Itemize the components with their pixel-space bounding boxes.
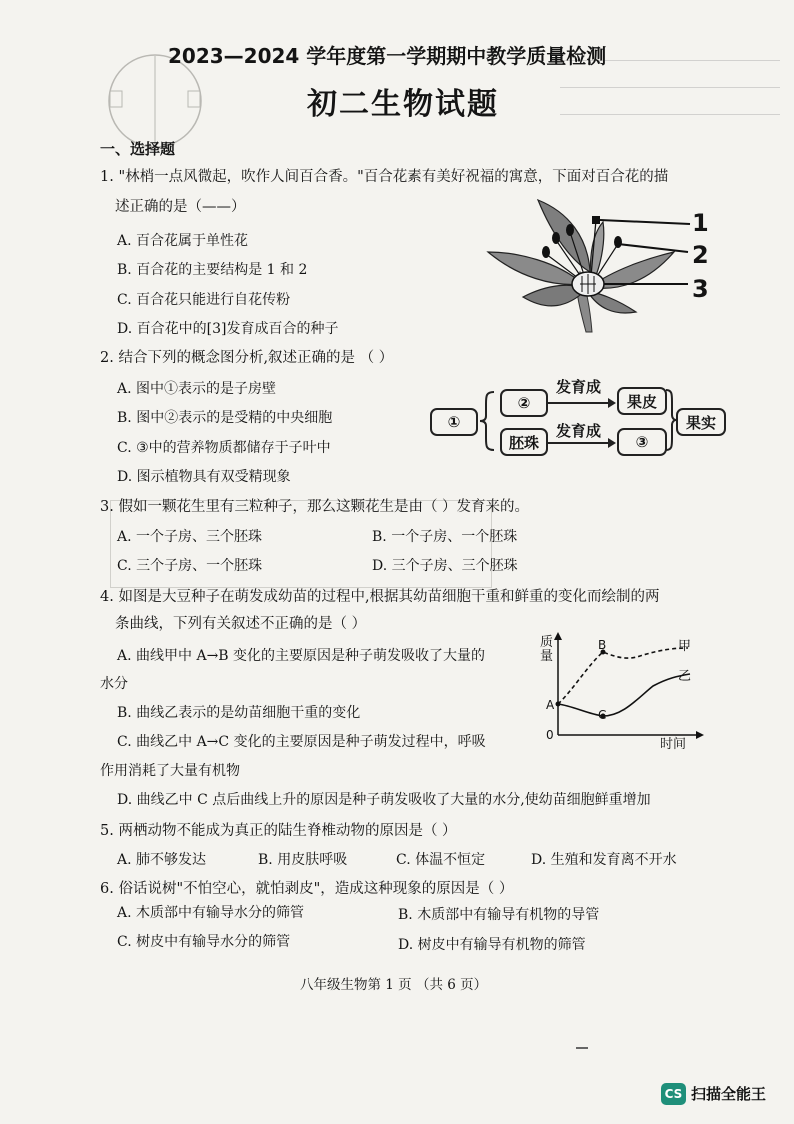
develop-label-2: 发育成 [556,422,602,440]
concept-box-peel: 果皮 [617,387,667,415]
q5-option-b: B. 用皮肤呼吸 [258,852,348,868]
chart-ylabel-1: 质 [540,635,554,650]
flower-label-1: 1 [692,209,709,237]
concept-box-embryo: 胚珠 [500,428,548,456]
q4-option-b: B. 曲线乙表示的是幼苗细胞干重的变化 [117,705,361,721]
q1-option-b: B. 百合花的主要结构是 1 和 2 [117,262,308,278]
q5-option-c: C. 体温不恒定 [396,852,486,868]
chart-series-yi: 乙 [678,669,692,684]
page-footer: 八年级生物第 1 页 （共 6 页） [300,977,488,993]
develop-label-1: 发育成 [556,378,602,396]
develop-arrow-2 [546,434,616,446]
concept-box-3: ③ [617,428,667,456]
q2-stem: 2. 结合下列的概念图分析,叙述正确的是 （ ） [100,350,394,366]
scan-mark [576,1047,588,1049]
curve-jia [558,648,688,704]
q6-option-b: B. 木质部中有输导有机物的导管 [398,907,600,923]
q4-option-c-line1: C. 曲线乙中 A→C 变化的主要原因是种子萌发过程中，呼吸 [117,734,486,750]
q1-option-a: A. 百合花属于单性花 [117,233,249,249]
flower-label-3: 3 [692,275,709,303]
q1-option-c: C. 百合花只能进行自花传粉 [117,292,291,308]
q4-stem-line2: 条曲线，下列有关叙述不正确的是（ ） [115,616,367,632]
concept-box-fruit: 果实 [676,408,726,436]
q5-option-d: D. 生殖和发育离不开水 [531,852,677,868]
chart-point-a: A [546,698,555,712]
q6-option-a: A. 木质部中有输导水分的筛管 [117,905,305,921]
lily-flower-figure [478,192,728,340]
chart-point-c: C [598,708,607,722]
q6-option-d: D. 树皮中有输导有机物的筛管 [398,937,586,953]
q1-stem-line1: 1. "林梢一点风微起，吹作人间百合香。"百合花素有美好祝福的寓意，下面对百合花的描 [100,169,669,185]
q2-option-d: D. 图示植物具有双受精现象 [117,469,291,485]
develop-arrow-1 [546,394,616,406]
q4-option-a-line1: A. 曲线甲中 A→B 变化的主要原因是种子萌发吸收了大量的 [117,648,486,664]
chart-xlabel: 时间 [660,737,687,752]
q5-option-a: A. 肺不够发达 [117,852,207,868]
chart-point-b: B [598,638,607,652]
q4-stem-line1: 4. 如图是大豆种子在萌发成幼苗的过程中,根据其幼苗细胞干重和鲜重的变化而绘制的两 [100,589,660,605]
q5-stem: 5. 两栖动物不能成为真正的陆生脊椎动物的原因是（ ） [100,823,457,839]
q2-option-a: A. 图中①表示的是子房壁 [117,381,277,397]
cs-watermark-text: 扫描全能王 [691,1085,767,1103]
q6-option-c: C. 树皮中有输导水分的筛管 [117,934,291,950]
concept-brace-left [478,390,498,452]
chart-series-jia: 甲 [678,639,692,654]
q1-stem-line2: 述正确的是（——） [115,199,246,215]
chart-y-arrow [554,632,562,640]
q4-option-c-line2: 作用消耗了大量有机物 [100,763,240,779]
q4-option-a-line2: 水分 [100,676,128,692]
q4-option-d: D. 曲线乙中 C 点后曲线上升的原因是种子萌发吸收了大量的水分,使幼苗细胞鲜重增加 [117,792,651,808]
concept-box-1: ① [430,408,478,436]
q3-stem: 3. 假如一颗花生里有三粒种子，那么这颗花生是由（ ）发育来的。 [100,499,530,515]
cs-logo-badge [661,1083,686,1105]
concept-box-2: ② [500,389,548,417]
q3-option-b: B. 一个子房、一个胚珠 [372,529,518,545]
q3-option-a: A. 一个子房、三个胚珠 [117,529,263,545]
chart-ylabel-2: 量 [540,649,554,664]
section-heading: 一、选择题 [100,140,176,158]
q3-option-c: C. 三个子房、一个胚珠 [117,558,263,574]
q3-option-d: D. 三个子房、三个胚珠 [372,558,518,574]
q1-option-d: D. 百合花中的[3]发育成百合的种子 [117,321,339,337]
chart-origin: 0 [546,728,554,742]
cs-badge-text: CS [664,1087,683,1101]
chart-x-arrow [696,731,704,739]
flower-label-2: 2 [692,241,709,269]
point-a-dot [556,702,561,707]
exam-title: 2023—2024 学年度第一学期期中教学质量检测 [168,44,607,68]
q2-option-b: B. 图中②表示的是受精的中央细胞 [117,410,333,426]
q6-stem: 6. 俗话说树"不怕空心，就怕剥皮"，造成这种现象的原因是（ ） [100,881,514,897]
exam-subtitle: 初二生物试题 [307,87,499,122]
q2-option-c: C. ③中的营养物质都储存于子叶中 [117,440,331,456]
